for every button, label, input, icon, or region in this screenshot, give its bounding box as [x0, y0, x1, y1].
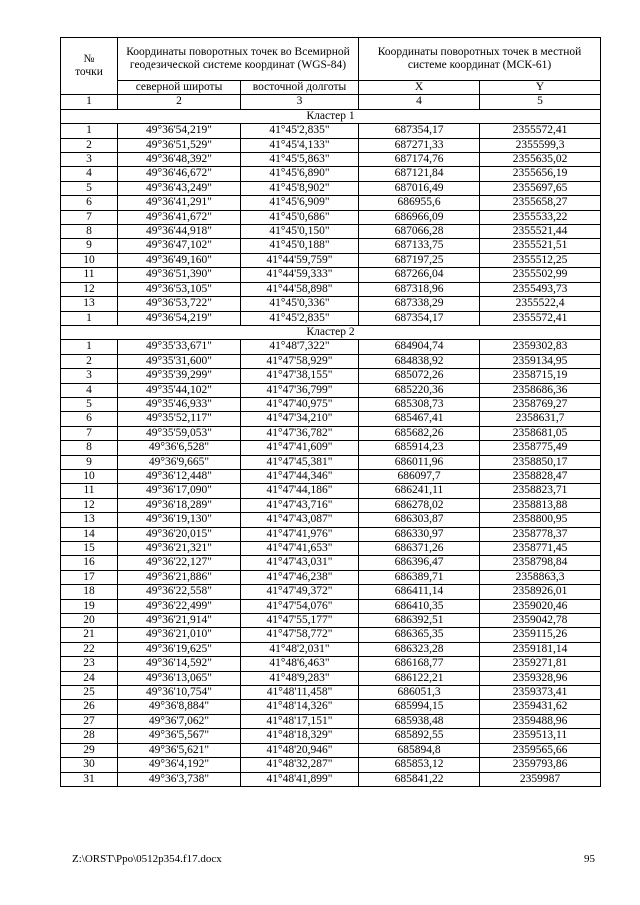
longitude-cell: 41°47'44,186" [241, 484, 359, 498]
point-number: 5 [61, 397, 118, 411]
x-cell: 687197,25 [359, 253, 480, 267]
latitude-cell: 49°36'41,672" [118, 210, 241, 224]
x-cell: 686396,47 [359, 556, 480, 570]
longitude-cell: 41°47'54,076" [241, 599, 359, 613]
longitude-cell: 41°48'6,463" [241, 657, 359, 671]
latitude-cell: 49°36'46,672" [118, 167, 241, 181]
x-cell: 685894,8 [359, 743, 480, 757]
longitude-cell: 41°44'59,333" [241, 268, 359, 282]
longitude-cell: 41°48'11,458" [241, 686, 359, 700]
point-number: 17 [61, 570, 118, 584]
point-number: 9 [61, 455, 118, 469]
point-number: 5 [61, 181, 118, 195]
point-number: 23 [61, 657, 118, 671]
latitude-cell: 49°36'22,127" [118, 556, 241, 570]
latitude-cell: 49°36'13,065" [118, 671, 241, 685]
x-cell: 686097,7 [359, 469, 480, 483]
table-row [61, 138, 601, 152]
point-number: 8 [61, 225, 118, 239]
table-row [61, 614, 601, 628]
x-cell: 686168,77 [359, 657, 480, 671]
latitude-cell: 49°36'47,102" [118, 239, 241, 253]
table-row [61, 282, 601, 296]
x-cell: 686303,87 [359, 513, 480, 527]
y-cell: 2359134,95 [480, 354, 601, 368]
x-cell: 685994,15 [359, 700, 480, 714]
y-cell: 2355658,27 [480, 196, 601, 210]
x-cell: 685682,26 [359, 426, 480, 440]
latitude-cell: 49°36'12,448" [118, 469, 241, 483]
page-number: 95 [584, 853, 595, 865]
latitude-cell: 49°36'7,062" [118, 714, 241, 728]
table-row [61, 556, 601, 570]
y-cell: 2358775,49 [480, 441, 601, 455]
latitude-cell: 49°36'19,130" [118, 513, 241, 527]
point-number: 1 [61, 311, 118, 325]
point-number: 11 [61, 484, 118, 498]
table-row [61, 441, 601, 455]
point-number: 21 [61, 628, 118, 642]
longitude-cell: 41°48'7,322" [241, 340, 359, 354]
cluster-title: Кластер 2 [61, 325, 601, 339]
latitude-cell: 49°36'44,918" [118, 225, 241, 239]
longitude-cell: 41°47'58,772" [241, 628, 359, 642]
subheader-latitude: северной широты [118, 81, 241, 95]
point-number: 1 [61, 124, 118, 138]
longitude-cell: 41°45'6,890" [241, 167, 359, 181]
x-cell: 685841,22 [359, 772, 480, 786]
longitude-cell: 41°47'40,975" [241, 397, 359, 411]
y-cell: 2358771,45 [480, 542, 601, 556]
table-row [61, 167, 601, 181]
latitude-cell: 49°36'43,249" [118, 181, 241, 195]
y-cell: 2358813,88 [480, 498, 601, 512]
latitude-cell: 49°36'21,886" [118, 570, 241, 584]
x-cell: 685072,26 [359, 369, 480, 383]
table-row [61, 484, 601, 498]
coordinates-table [60, 37, 601, 787]
point-number: 2 [61, 354, 118, 368]
header-wgs84: Координаты поворотных точек во Всемирной геодезической системе координат (WGS-84) [118, 38, 359, 81]
point-number: 16 [61, 556, 118, 570]
longitude-cell: 41°47'44,346" [241, 469, 359, 483]
table-row [61, 225, 601, 239]
latitude-cell: 49°36'53,722" [118, 297, 241, 311]
longitude-cell: 41°44'58,898" [241, 282, 359, 296]
x-cell: 687354,17 [359, 311, 480, 325]
table-row [61, 354, 601, 368]
y-cell: 2355521,44 [480, 225, 601, 239]
y-cell: 2359181,14 [480, 642, 601, 656]
point-number: 11 [61, 268, 118, 282]
x-cell: 684838,92 [359, 354, 480, 368]
x-cell: 685308,73 [359, 397, 480, 411]
header-msk61: Координаты поворотных точек в местной системе координат (МСК-61) [359, 38, 601, 81]
table-row [61, 397, 601, 411]
point-number: 7 [61, 210, 118, 224]
latitude-cell: 49°35'44,102" [118, 383, 241, 397]
y-cell: 2359020,46 [480, 599, 601, 613]
table-row [61, 570, 601, 584]
longitude-cell: 41°44'59,759" [241, 253, 359, 267]
latitude-cell: 49°36'51,529" [118, 138, 241, 152]
table-row [61, 239, 601, 253]
longitude-cell: 41°47'45,381" [241, 455, 359, 469]
table-row [61, 599, 601, 613]
x-cell: 686955,6 [359, 196, 480, 210]
table-row [61, 585, 601, 599]
x-cell: 686051,3 [359, 686, 480, 700]
latitude-cell: 49°36'19,625" [118, 642, 241, 656]
x-cell: 687318,96 [359, 282, 480, 296]
coordinates-sheet [60, 37, 600, 787]
point-number: 26 [61, 700, 118, 714]
y-cell: 2359793,86 [480, 758, 601, 772]
x-cell: 686410,35 [359, 599, 480, 613]
cluster-title-row [61, 109, 601, 123]
y-cell: 2355572,41 [480, 311, 601, 325]
latitude-cell: 49°35'46,933" [118, 397, 241, 411]
x-cell: 687174,76 [359, 153, 480, 167]
latitude-cell: 49°36'4,192" [118, 758, 241, 772]
point-number: 6 [61, 196, 118, 210]
longitude-cell: 41°48'32,287" [241, 758, 359, 772]
point-number: 4 [61, 167, 118, 181]
y-cell: 2359565,66 [480, 743, 601, 757]
x-cell: 686392,51 [359, 614, 480, 628]
latitude-cell: 49°36'54,219" [118, 311, 241, 325]
x-cell: 685892,55 [359, 729, 480, 743]
x-cell: 687266,04 [359, 268, 480, 282]
latitude-cell: 49°35'39,299" [118, 369, 241, 383]
longitude-cell: 41°47'41,653" [241, 542, 359, 556]
table-row [61, 196, 601, 210]
x-cell: 686241,11 [359, 484, 480, 498]
latitude-cell: 49°36'48,392" [118, 153, 241, 167]
header-row [61, 38, 601, 81]
y-cell: 2359302,83 [480, 340, 601, 354]
table-row [61, 153, 601, 167]
table-row [61, 455, 601, 469]
table-row [61, 268, 601, 282]
table-row [61, 700, 601, 714]
table-row [61, 628, 601, 642]
longitude-cell: 41°47'55,177" [241, 614, 359, 628]
longitude-cell: 41°45'0,686" [241, 210, 359, 224]
y-cell: 2358715,19 [480, 369, 601, 383]
point-number: 20 [61, 614, 118, 628]
table-row [61, 369, 601, 383]
x-cell: 686966,09 [359, 210, 480, 224]
y-cell: 2358850,17 [480, 455, 601, 469]
y-cell: 2355502,99 [480, 268, 601, 282]
table-row [61, 671, 601, 685]
latitude-cell: 49°35'33,671" [118, 340, 241, 354]
table-row [61, 297, 601, 311]
y-cell: 2359115,26 [480, 628, 601, 642]
latitude-cell: 49°36'22,499" [118, 599, 241, 613]
table-row [61, 181, 601, 195]
y-cell: 2358800,95 [480, 513, 601, 527]
y-cell: 2358686,36 [480, 383, 601, 397]
table-row [61, 714, 601, 728]
subheader-longitude: восточной долготы [241, 81, 359, 95]
y-cell: 2359987 [480, 772, 601, 786]
point-number: 24 [61, 671, 118, 685]
table-row [61, 642, 601, 656]
y-cell: 2355512,25 [480, 253, 601, 267]
y-cell: 2355493,73 [480, 282, 601, 296]
y-cell: 2359042,78 [480, 614, 601, 628]
y-cell: 2355697,65 [480, 181, 601, 195]
x-cell: 687016,49 [359, 181, 480, 195]
latitude-cell: 49°36'20,015" [118, 527, 241, 541]
y-cell: 2358863,3 [480, 570, 601, 584]
longitude-cell: 41°48'18,329" [241, 729, 359, 743]
point-number: 3 [61, 369, 118, 383]
latitude-cell: 49°36'21,914" [118, 614, 241, 628]
y-cell: 2358823,71 [480, 484, 601, 498]
y-cell: 2355522,4 [480, 297, 601, 311]
longitude-cell: 41°45'4,133" [241, 138, 359, 152]
point-number: 1 [61, 340, 118, 354]
x-cell: 687271,33 [359, 138, 480, 152]
point-number: 6 [61, 412, 118, 426]
latitude-cell: 49°36'10,754" [118, 686, 241, 700]
column-number: 5 [480, 95, 601, 109]
y-cell: 2358769,27 [480, 397, 601, 411]
longitude-cell: 41°48'14,326" [241, 700, 359, 714]
latitude-cell: 49°36'14,592" [118, 657, 241, 671]
y-cell: 2358798,84 [480, 556, 601, 570]
point-number: 22 [61, 642, 118, 656]
file-path: Z:\ORST\Ppo\0512p354.f17.docx [72, 853, 222, 865]
latitude-cell: 49°36'5,621" [118, 743, 241, 757]
point-number: 13 [61, 297, 118, 311]
x-cell: 685220,36 [359, 383, 480, 397]
longitude-cell: 41°47'41,976" [241, 527, 359, 541]
y-cell: 2355572,41 [480, 124, 601, 138]
x-cell: 686365,35 [359, 628, 480, 642]
y-cell: 2359513,11 [480, 729, 601, 743]
x-cell: 687121,84 [359, 167, 480, 181]
y-cell: 2355635,02 [480, 153, 601, 167]
point-number: 27 [61, 714, 118, 728]
longitude-cell: 41°48'17,151" [241, 714, 359, 728]
longitude-cell: 41°45'2,835" [241, 124, 359, 138]
longitude-cell: 41°47'36,799" [241, 383, 359, 397]
column-number: 2 [118, 95, 241, 109]
cluster-title: Кластер 1 [61, 109, 601, 123]
y-cell: 2355599,3 [480, 138, 601, 152]
point-number: 25 [61, 686, 118, 700]
latitude-cell: 49°36'8,884" [118, 700, 241, 714]
latitude-cell: 49°36'53,105" [118, 282, 241, 296]
longitude-cell: 41°47'43,716" [241, 498, 359, 512]
latitude-cell: 49°36'18,289" [118, 498, 241, 512]
subheader-y: Y [480, 81, 601, 95]
point-number: 8 [61, 441, 118, 455]
point-number: 10 [61, 469, 118, 483]
longitude-cell: 41°45'0,188" [241, 239, 359, 253]
y-cell: 2359373,41 [480, 686, 601, 700]
point-number: 14 [61, 527, 118, 541]
x-cell: 687066,28 [359, 225, 480, 239]
x-cell: 687133,75 [359, 239, 480, 253]
longitude-cell: 41°48'20,946" [241, 743, 359, 757]
x-cell: 685914,23 [359, 441, 480, 455]
point-number: 12 [61, 498, 118, 512]
longitude-cell: 41°47'38,155" [241, 369, 359, 383]
table-row [61, 383, 601, 397]
x-cell: 684904,74 [359, 340, 480, 354]
point-number: 3 [61, 153, 118, 167]
x-cell: 687354,17 [359, 124, 480, 138]
table-row [61, 772, 601, 786]
latitude-cell: 49°36'17,090" [118, 484, 241, 498]
table-body [61, 109, 601, 786]
point-number: 15 [61, 542, 118, 556]
latitude-cell: 49°36'6,528" [118, 441, 241, 455]
x-cell: 686323,28 [359, 642, 480, 656]
longitude-cell: 41°47'58,929" [241, 354, 359, 368]
column-number: 3 [241, 95, 359, 109]
point-number: 7 [61, 426, 118, 440]
y-cell: 2359488,96 [480, 714, 601, 728]
x-cell: 686278,02 [359, 498, 480, 512]
longitude-cell: 41°45'0,336" [241, 297, 359, 311]
table-row [61, 311, 601, 325]
y-cell: 2358681,05 [480, 426, 601, 440]
point-number: 19 [61, 599, 118, 613]
table-row [61, 412, 601, 426]
table-row [61, 527, 601, 541]
latitude-cell: 49°36'9,665" [118, 455, 241, 469]
table-row [61, 657, 601, 671]
cluster-title-row [61, 325, 601, 339]
table-row [61, 469, 601, 483]
x-cell: 686411,14 [359, 585, 480, 599]
y-cell: 2359431,62 [480, 700, 601, 714]
latitude-cell: 49°36'21,321" [118, 542, 241, 556]
point-number: 12 [61, 282, 118, 296]
longitude-cell: 41°47'34,210" [241, 412, 359, 426]
column-number: 1 [61, 95, 118, 109]
longitude-cell: 41°47'43,031" [241, 556, 359, 570]
x-cell: 686122,21 [359, 671, 480, 685]
longitude-cell: 41°45'5,863" [241, 153, 359, 167]
table-row [61, 340, 601, 354]
point-number: 10 [61, 253, 118, 267]
table-row [61, 498, 601, 512]
longitude-cell: 41°45'8,902" [241, 181, 359, 195]
table-row [61, 729, 601, 743]
x-cell: 686011,96 [359, 455, 480, 469]
point-number: 13 [61, 513, 118, 527]
point-number: 30 [61, 758, 118, 772]
x-cell: 686389,71 [359, 570, 480, 584]
y-cell: 2358631,7 [480, 412, 601, 426]
longitude-cell: 41°45'2,835" [241, 311, 359, 325]
point-number: 28 [61, 729, 118, 743]
latitude-cell: 49°36'49,160" [118, 253, 241, 267]
table-row [61, 743, 601, 757]
y-cell: 2358926,01 [480, 585, 601, 599]
longitude-cell: 41°48'9,283" [241, 671, 359, 685]
point-number: 18 [61, 585, 118, 599]
y-cell: 2359328,96 [480, 671, 601, 685]
y-cell: 2359271,81 [480, 657, 601, 671]
y-cell: 2355533,22 [480, 210, 601, 224]
y-cell: 2358778,37 [480, 527, 601, 541]
longitude-cell: 41°48'2,031" [241, 642, 359, 656]
longitude-cell: 41°47'36,782" [241, 426, 359, 440]
y-cell: 2358828,47 [480, 469, 601, 483]
x-cell: 685853,12 [359, 758, 480, 772]
table-row [61, 686, 601, 700]
x-cell: 686330,97 [359, 527, 480, 541]
header-point-number: № точки [61, 38, 118, 95]
subheader-x: X [359, 81, 480, 95]
column-number-row [61, 95, 601, 109]
subheader-row [61, 81, 601, 95]
latitude-cell: 49°36'5,567" [118, 729, 241, 743]
latitude-cell: 49°35'31,600" [118, 354, 241, 368]
point-number: 9 [61, 239, 118, 253]
y-cell: 2355521,51 [480, 239, 601, 253]
longitude-cell: 41°47'46,238" [241, 570, 359, 584]
latitude-cell: 49°35'59,053" [118, 426, 241, 440]
longitude-cell: 41°47'49,372" [241, 585, 359, 599]
x-cell: 685467,41 [359, 412, 480, 426]
longitude-cell: 41°45'0,150" [241, 225, 359, 239]
table-row [61, 542, 601, 556]
latitude-cell: 49°36'51,390" [118, 268, 241, 282]
point-number: 4 [61, 383, 118, 397]
x-cell: 685938,48 [359, 714, 480, 728]
table-row [61, 426, 601, 440]
table-row [61, 758, 601, 772]
latitude-cell: 49°36'41,291" [118, 196, 241, 210]
column-number: 4 [359, 95, 480, 109]
latitude-cell: 49°35'52,117" [118, 412, 241, 426]
latitude-cell: 49°36'22,558" [118, 585, 241, 599]
latitude-cell: 49°36'54,219" [118, 124, 241, 138]
table-row [61, 124, 601, 138]
table-row [61, 513, 601, 527]
table-row [61, 210, 601, 224]
longitude-cell: 41°47'43,087" [241, 513, 359, 527]
longitude-cell: 41°48'41,899" [241, 772, 359, 786]
x-cell: 686371,26 [359, 542, 480, 556]
y-cell: 2355656,19 [480, 167, 601, 181]
latitude-cell: 49°36'3,738" [118, 772, 241, 786]
point-number: 29 [61, 743, 118, 757]
latitude-cell: 49°36'21,010" [118, 628, 241, 642]
longitude-cell: 41°45'6,909" [241, 196, 359, 210]
longitude-cell: 41°47'41,609" [241, 441, 359, 455]
point-number: 31 [61, 772, 118, 786]
point-number: 2 [61, 138, 118, 152]
table-row [61, 253, 601, 267]
x-cell: 687338,29 [359, 297, 480, 311]
